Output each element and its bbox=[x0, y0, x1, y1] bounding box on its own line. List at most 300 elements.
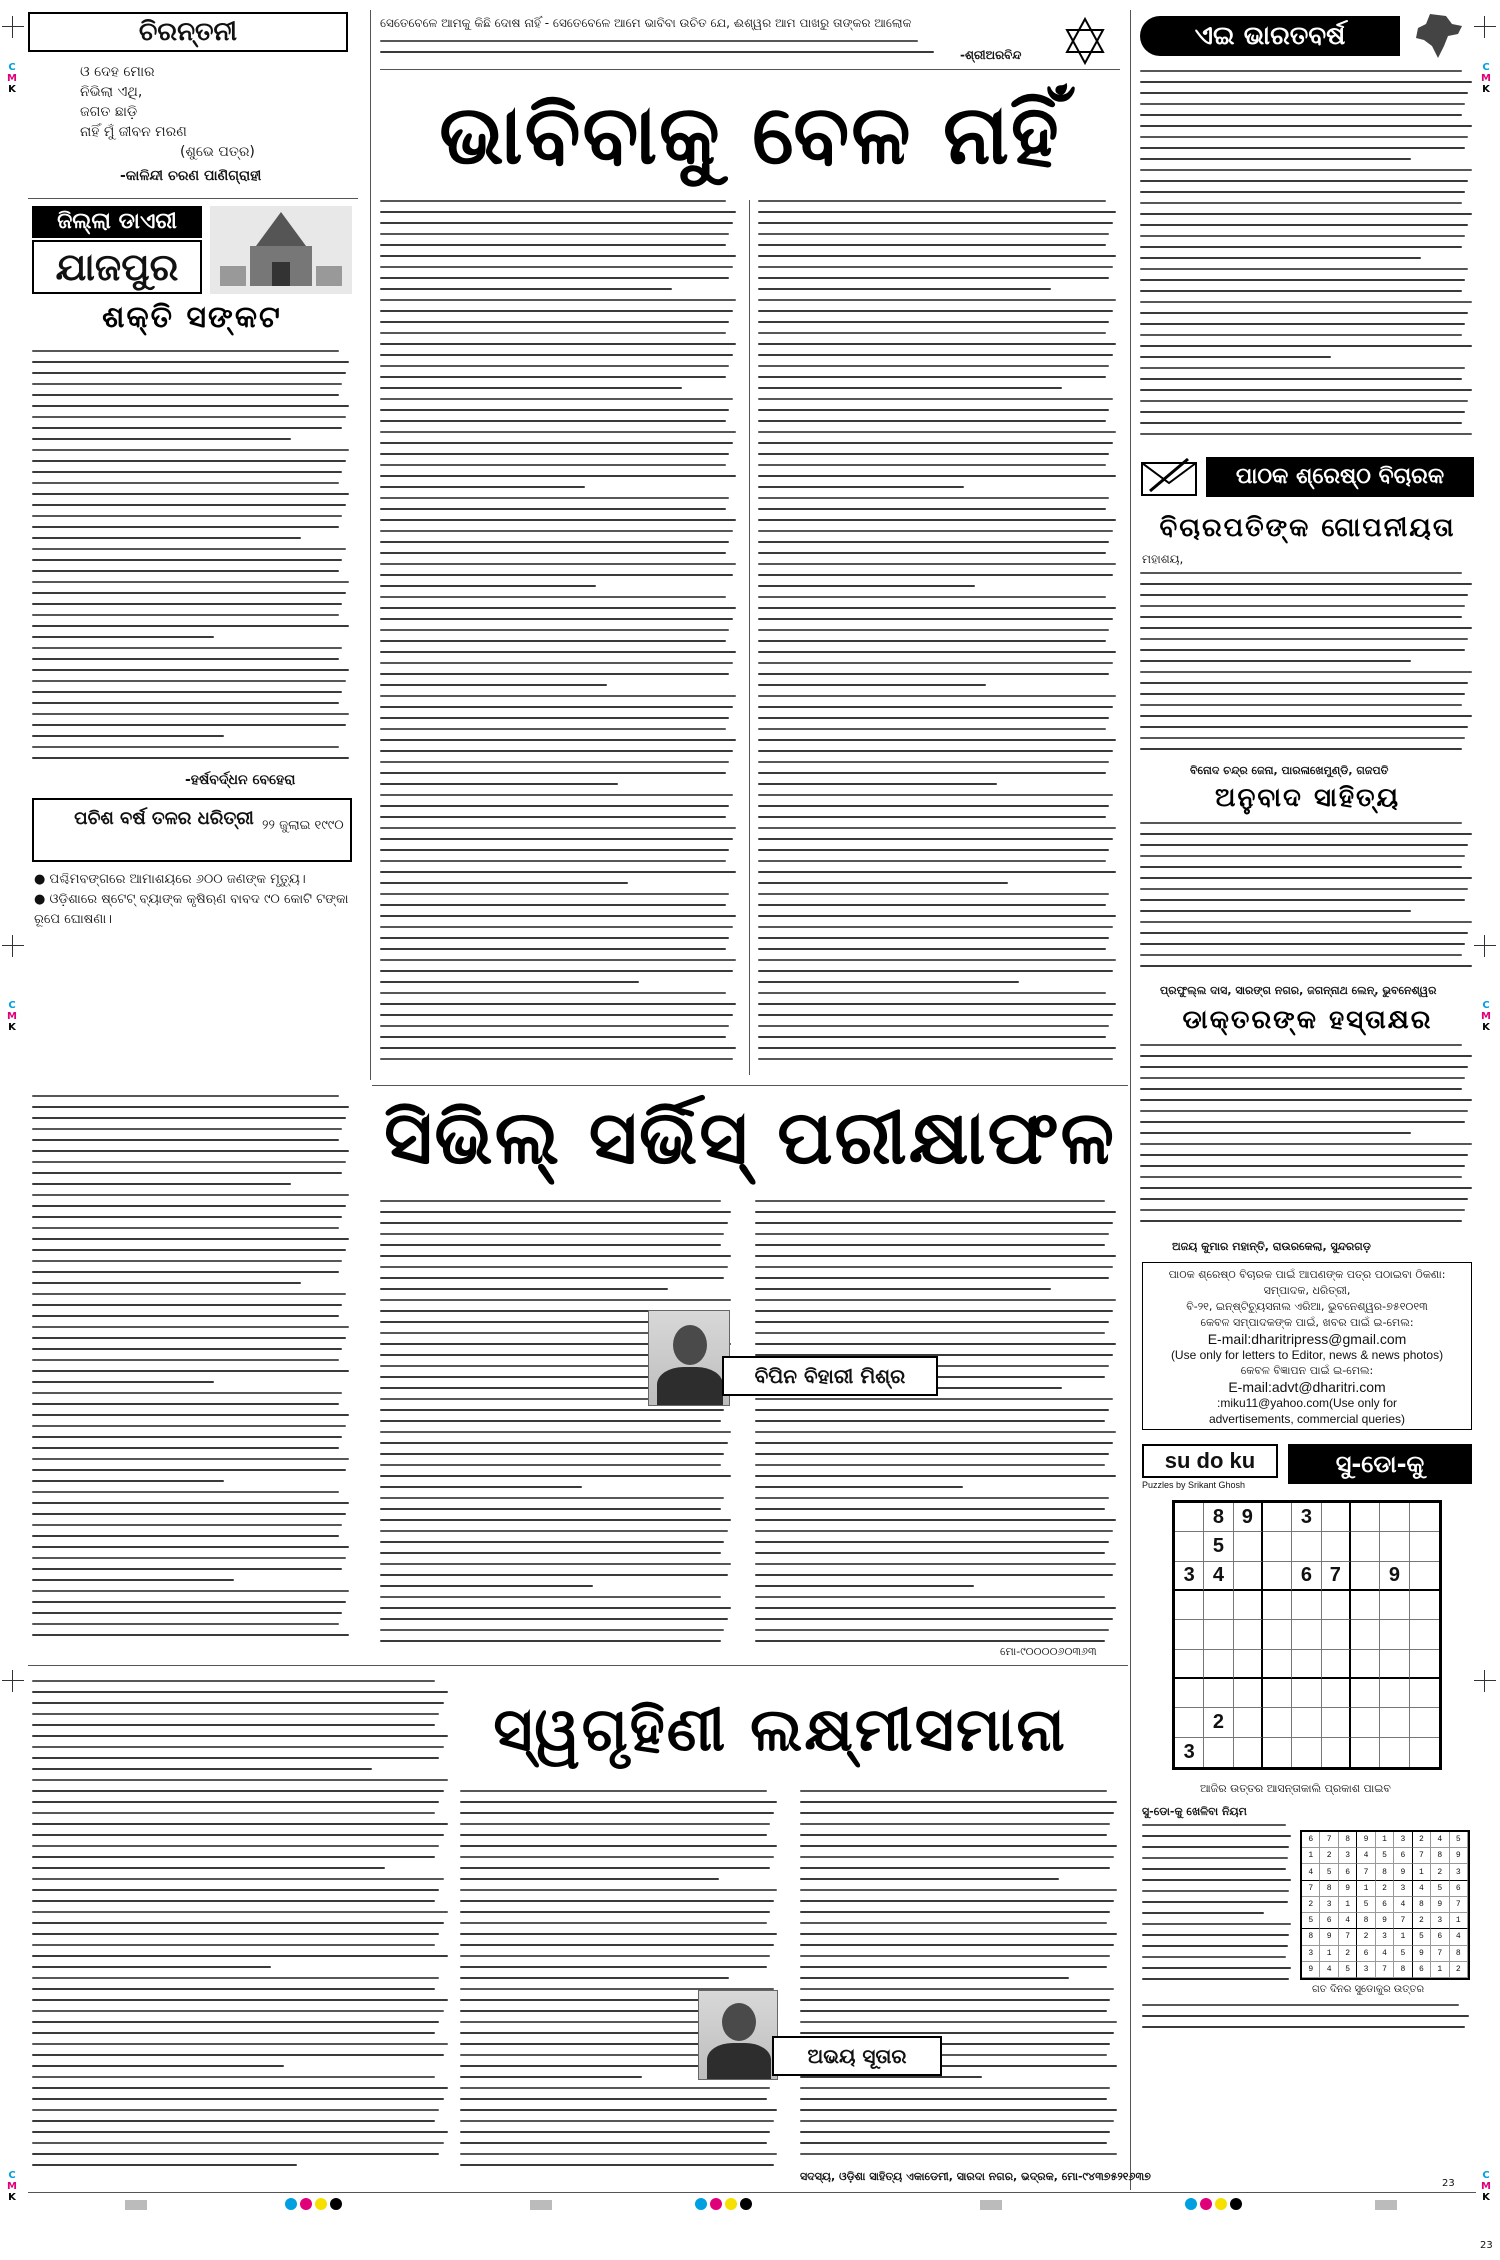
sudoku-cell[interactable] bbox=[1292, 1532, 1321, 1561]
text-line bbox=[758, 706, 1113, 708]
sudoku-cell[interactable] bbox=[1351, 1503, 1380, 1532]
text-line bbox=[32, 647, 342, 649]
text-line bbox=[758, 442, 1113, 444]
sudoku-solution-cell: 9 bbox=[1339, 1881, 1357, 1897]
text-line bbox=[380, 376, 726, 378]
sudoku-cell[interactable] bbox=[1292, 1620, 1321, 1649]
text-line bbox=[380, 1530, 728, 1532]
text-line bbox=[380, 992, 726, 994]
text-line bbox=[380, 1574, 728, 1576]
district-diary-label: ଜିଲ୍ଲା ଡାଏରୀ bbox=[32, 206, 202, 238]
sudoku-solution-cell: 7 bbox=[1302, 1881, 1320, 1897]
sudoku-cell[interactable] bbox=[1175, 1708, 1204, 1737]
text-line bbox=[800, 2010, 1107, 2012]
text-line bbox=[32, 449, 349, 451]
text-line bbox=[758, 695, 1116, 697]
text-line bbox=[1140, 704, 1462, 706]
sudoku-cell[interactable] bbox=[1234, 1562, 1263, 1591]
text-line bbox=[758, 277, 1109, 279]
sudoku-solution-cell: 7 bbox=[1450, 1897, 1468, 1913]
text-line bbox=[32, 1249, 346, 1251]
text-line bbox=[800, 2021, 1117, 2023]
text-line bbox=[380, 1453, 724, 1455]
text-line bbox=[755, 1464, 1105, 1466]
text-line bbox=[1140, 910, 1411, 912]
sudoku-cell[interactable] bbox=[1263, 1620, 1292, 1649]
text-line bbox=[800, 1966, 1107, 1968]
text-line bbox=[758, 783, 997, 785]
text-line bbox=[1140, 114, 1462, 116]
text-line bbox=[758, 992, 1106, 994]
sudoku-cell[interactable] bbox=[1351, 1591, 1380, 1620]
text-line bbox=[32, 1823, 448, 1825]
text-line bbox=[32, 1546, 349, 1548]
sudoku-cell[interactable] bbox=[1410, 1591, 1439, 1620]
text-line bbox=[32, 1139, 339, 1141]
contact-email-3[interactable]: :miku11@yahoo.com(Use only for bbox=[1216, 1396, 1398, 1410]
sudoku-cell[interactable] bbox=[1234, 1708, 1263, 1737]
text-line bbox=[1140, 158, 1411, 160]
text-line bbox=[32, 1900, 435, 1902]
sudoku-cell[interactable] bbox=[1322, 1650, 1351, 1679]
crop-mark bbox=[1474, 935, 1496, 957]
text-line bbox=[380, 739, 736, 741]
text-line bbox=[1140, 1198, 1468, 1200]
text-line bbox=[758, 1036, 1106, 1038]
sudoku-cell[interactable] bbox=[1351, 1562, 1380, 1591]
sudoku-solution-cell: 3 bbox=[1450, 1864, 1468, 1880]
sudoku-cell[interactable]: 6 bbox=[1292, 1562, 1321, 1591]
text-line bbox=[32, 1557, 346, 1559]
sudoku-cell[interactable] bbox=[1175, 1620, 1204, 1649]
sudoku-cell[interactable] bbox=[1322, 1679, 1351, 1708]
text-line bbox=[380, 882, 628, 884]
text-line bbox=[380, 1585, 593, 1587]
sudoku-cell[interactable] bbox=[1204, 1679, 1233, 1708]
text-line bbox=[32, 2131, 448, 2133]
text-line bbox=[380, 871, 736, 873]
sudoku-cell[interactable] bbox=[1322, 1620, 1351, 1649]
text-line bbox=[32, 526, 339, 528]
text-line bbox=[755, 1343, 1116, 1345]
text-line bbox=[32, 1304, 342, 1306]
sudoku-cell[interactable] bbox=[1380, 1532, 1409, 1561]
text-line bbox=[380, 706, 733, 708]
crop-mark bbox=[1474, 1670, 1496, 1692]
sudoku-cell[interactable] bbox=[1204, 1738, 1233, 1767]
text-line bbox=[1142, 1923, 1291, 1925]
sudoku-cell[interactable] bbox=[1410, 1708, 1439, 1737]
text-line bbox=[32, 1370, 349, 1372]
text-line bbox=[1140, 433, 1472, 435]
text-line bbox=[32, 1150, 349, 1152]
text-line bbox=[380, 299, 736, 301]
sudoku-cell[interactable] bbox=[1410, 1620, 1439, 1649]
text-line bbox=[1140, 888, 1468, 890]
text-line bbox=[380, 937, 729, 939]
text-line bbox=[32, 735, 224, 737]
text-line bbox=[380, 1563, 731, 1565]
sudoku-cell[interactable] bbox=[1263, 1650, 1292, 1679]
sudoku-cell[interactable]: 3 bbox=[1175, 1738, 1204, 1767]
sudoku-cell[interactable] bbox=[1380, 1650, 1409, 1679]
text-line bbox=[1142, 1945, 1288, 1947]
text-line bbox=[1140, 1121, 1465, 1123]
sudoku-cell[interactable] bbox=[1204, 1650, 1233, 1679]
sudoku-solution-cell: 4 bbox=[1302, 1864, 1320, 1880]
sudoku-cell[interactable] bbox=[1322, 1708, 1351, 1737]
sudoku-cell[interactable] bbox=[1380, 1591, 1409, 1620]
text-line bbox=[32, 2032, 435, 2034]
text-line bbox=[380, 959, 736, 961]
text-line bbox=[1140, 345, 1472, 347]
sudoku-cell[interactable] bbox=[1263, 1562, 1292, 1591]
sudoku-cell[interactable] bbox=[1351, 1532, 1380, 1561]
sudoku-cell[interactable] bbox=[1380, 1503, 1409, 1532]
sudoku-cell[interactable] bbox=[1351, 1738, 1380, 1767]
main-headline: ଭାବିବାକୁ ବେଳ ନାହିଁ bbox=[439, 88, 1061, 183]
color-swatch bbox=[285, 2198, 297, 2210]
text-line bbox=[758, 365, 1109, 367]
sudoku-cell[interactable] bbox=[1234, 1620, 1263, 1649]
text-line bbox=[32, 1691, 448, 1693]
thought-author: -ଶ୍ରୀଅରବିନ୍ଦ bbox=[960, 48, 1022, 62]
sudoku-cell[interactable] bbox=[1410, 1650, 1439, 1679]
contact-email-1[interactable]: E-mail:dharitripress@gmail.com bbox=[1207, 1331, 1407, 1347]
sudoku-solution-cell: 6 bbox=[1302, 1832, 1320, 1848]
sudoku-cell[interactable]: 7 bbox=[1322, 1562, 1351, 1591]
sudoku-cell[interactable] bbox=[1175, 1591, 1204, 1620]
sudoku-cell[interactable] bbox=[1263, 1708, 1292, 1737]
sudoku-cell[interactable] bbox=[1292, 1708, 1321, 1737]
text-line bbox=[380, 343, 736, 345]
sudoku-solution-cell: 1 bbox=[1320, 1946, 1338, 1962]
text-line bbox=[1142, 1956, 1286, 1958]
text-line bbox=[32, 1392, 342, 1394]
text-line bbox=[755, 1299, 1116, 1301]
text-line bbox=[755, 1420, 1105, 1422]
text-line bbox=[380, 1629, 724, 1631]
sudoku-solution-cell: 5 bbox=[1339, 1962, 1357, 1978]
sudoku-cell[interactable]: 4 bbox=[1204, 1562, 1233, 1591]
text-line bbox=[758, 464, 1106, 466]
sudoku-cell[interactable] bbox=[1380, 1738, 1409, 1767]
text-line bbox=[460, 1790, 767, 1792]
sudoku-cell[interactable] bbox=[1175, 1503, 1204, 1532]
text-line bbox=[1140, 422, 1462, 424]
text-line bbox=[1142, 1978, 1289, 1980]
text-line bbox=[380, 266, 733, 268]
letter2-headline: ଅନୁବାଦ ସାହିତ୍ୟ bbox=[1214, 783, 1401, 813]
sudoku-cell[interactable] bbox=[1410, 1562, 1439, 1591]
poem-line: ଜଗତ ଛାଡ଼ି bbox=[80, 104, 138, 120]
text-line bbox=[800, 1944, 1114, 1946]
text-line bbox=[1142, 1967, 1291, 1969]
text-line bbox=[380, 673, 729, 675]
sudoku-logo: su do ku bbox=[1142, 1444, 1278, 1478]
text-line bbox=[460, 1834, 767, 1836]
sudoku-solution-cell: 8 bbox=[1302, 1929, 1320, 1945]
contact-email-2[interactable]: E-mail:advt@dharitri.com bbox=[1228, 1379, 1386, 1395]
civil-phone: ମୋ-୯୦୦୦୦୬୦୩୬୩ bbox=[1000, 1645, 1097, 1658]
text-line bbox=[1142, 1868, 1286, 1870]
text-line bbox=[755, 1475, 1116, 1477]
sudoku-cell[interactable] bbox=[1263, 1503, 1292, 1532]
text-line bbox=[1140, 356, 1331, 358]
text-line bbox=[32, 603, 342, 605]
text-line bbox=[32, 1513, 346, 1515]
sudoku-cell[interactable]: 9 bbox=[1234, 1503, 1263, 1532]
text-line bbox=[380, 695, 736, 697]
text-line bbox=[380, 981, 639, 983]
sudoku-cell[interactable] bbox=[1175, 1532, 1204, 1561]
text-line bbox=[755, 1233, 1109, 1235]
sudoku-cell[interactable] bbox=[1351, 1650, 1380, 1679]
text-line bbox=[460, 1812, 774, 1814]
thought-text-cont bbox=[380, 40, 940, 66]
text-line bbox=[758, 530, 1113, 532]
text-line bbox=[32, 1348, 342, 1350]
text-line bbox=[1140, 1165, 1465, 1167]
text-line bbox=[32, 2153, 439, 2155]
text-line bbox=[32, 1194, 349, 1196]
text-line bbox=[758, 827, 1116, 829]
text-line bbox=[460, 2164, 774, 2166]
sudoku-solution-cell: 7 bbox=[1339, 1929, 1357, 1945]
sudoku-cell[interactable] bbox=[1380, 1620, 1409, 1649]
text-line bbox=[32, 1867, 385, 1869]
text-line bbox=[32, 1524, 342, 1526]
sudoku-cell[interactable] bbox=[1263, 1679, 1292, 1708]
dharitri-25-title: ପଚିଶ ବର୍ଷ ତଳର ଧରିତ୍ରୀ bbox=[74, 808, 254, 829]
sudoku-cell[interactable] bbox=[1351, 1679, 1380, 1708]
text-line bbox=[32, 1977, 439, 1979]
sudoku-cell[interactable] bbox=[1204, 1620, 1233, 1649]
sudoku-cell[interactable] bbox=[1410, 1679, 1439, 1708]
sudoku-cell[interactable] bbox=[1175, 1679, 1204, 1708]
footer-rule bbox=[28, 2192, 1476, 2193]
text-line bbox=[380, 827, 736, 829]
sudoku-solution-cell: 7 bbox=[1413, 1848, 1431, 1864]
sudoku-cell[interactable]: 9 bbox=[1380, 1562, 1409, 1591]
text-line bbox=[1142, 1890, 1289, 1892]
sudoku-cell[interactable] bbox=[1380, 1679, 1409, 1708]
text-line bbox=[755, 1519, 1116, 1521]
text-line bbox=[380, 530, 733, 532]
text-line bbox=[1142, 1879, 1291, 1881]
author-photo bbox=[648, 1310, 730, 1406]
text-line bbox=[1140, 932, 1468, 934]
district-headline: ଶକ୍ତି ସଙ୍କଟ bbox=[102, 300, 282, 335]
text-line bbox=[758, 222, 1113, 224]
sudoku-cell[interactable] bbox=[1410, 1532, 1439, 1561]
sudoku-cell[interactable] bbox=[1263, 1532, 1292, 1561]
crop-mark bbox=[2, 16, 24, 38]
text-line bbox=[460, 2142, 767, 2144]
text-line bbox=[32, 372, 346, 374]
text-line bbox=[32, 394, 339, 396]
text-line bbox=[800, 1823, 1110, 1825]
poem-line: (ଶୁଭେ ପତ୍ର) bbox=[180, 144, 255, 160]
text-line bbox=[758, 662, 1113, 664]
text-line bbox=[380, 1025, 729, 1027]
text-line bbox=[1140, 954, 1462, 956]
text-line bbox=[1140, 965, 1472, 967]
sudoku-solution-cell: 5 bbox=[1394, 1946, 1412, 1962]
sudoku-cell[interactable] bbox=[1292, 1679, 1321, 1708]
text-line bbox=[758, 849, 1109, 851]
text-line bbox=[755, 1552, 1105, 1554]
text-line bbox=[758, 486, 964, 488]
sudoku-cell[interactable]: 5 bbox=[1204, 1532, 1233, 1561]
page-number: 23 bbox=[1442, 2178, 1455, 2189]
sudoku-cell[interactable] bbox=[1175, 1650, 1204, 1679]
text-line bbox=[1140, 726, 1468, 728]
sudoku-cell[interactable] bbox=[1380, 1708, 1409, 1737]
sudoku-solution-cell: 9 bbox=[1450, 1848, 1468, 1864]
text-line bbox=[1140, 191, 1465, 193]
sudoku-cell[interactable] bbox=[1351, 1708, 1380, 1737]
dharitri-25-box bbox=[32, 798, 352, 862]
text-line bbox=[32, 1502, 349, 1504]
sudoku-title-odia: ସୁ-ଡୋ-କୁ bbox=[1288, 1444, 1472, 1484]
sudoku-cell[interactable] bbox=[1263, 1591, 1292, 1620]
text-line bbox=[1140, 660, 1411, 662]
text-line bbox=[32, 1878, 444, 1880]
text-line bbox=[380, 387, 682, 389]
text-line bbox=[1140, 389, 1472, 391]
text-line bbox=[32, 1713, 439, 1715]
text-line bbox=[755, 1431, 1116, 1433]
text-line bbox=[800, 1988, 1114, 1990]
text-line bbox=[758, 288, 1051, 290]
sudoku-cell[interactable]: 3 bbox=[1175, 1562, 1204, 1591]
sudoku-cell[interactable] bbox=[1351, 1620, 1380, 1649]
cmk-mark-top-left: C M K bbox=[7, 62, 17, 95]
text-line bbox=[758, 244, 1106, 246]
text-line bbox=[460, 2098, 767, 2100]
text-line bbox=[32, 1491, 339, 1493]
text-line bbox=[32, 504, 346, 506]
text-line bbox=[32, 1480, 224, 1482]
sudoku-solution-cell: 1 bbox=[1357, 1881, 1375, 1897]
text-line bbox=[460, 1867, 770, 1869]
sudoku-cell[interactable]: 3 bbox=[1292, 1503, 1321, 1532]
text-line bbox=[32, 1746, 444, 1748]
sudoku-cell[interactable] bbox=[1204, 1591, 1233, 1620]
sudoku-solution-cell: 1 bbox=[1376, 1832, 1394, 1848]
text-line bbox=[1140, 1077, 1465, 1079]
text-line bbox=[32, 570, 339, 572]
sudoku-solution-cell: 1 bbox=[1339, 1897, 1357, 1913]
sudoku-solution-cell: 3 bbox=[1376, 1929, 1394, 1945]
text-line bbox=[32, 1601, 346, 1603]
sudoku-cell[interactable] bbox=[1292, 1650, 1321, 1679]
poem-block bbox=[80, 62, 330, 162]
color-swatch bbox=[695, 2198, 707, 2210]
text-line bbox=[800, 2076, 982, 2078]
sudoku-cell[interactable] bbox=[1234, 1738, 1263, 1767]
sudoku-solution-cell: 4 bbox=[1394, 1897, 1412, 1913]
sudoku-cell[interactable] bbox=[1322, 1532, 1351, 1561]
sudoku-cell[interactable] bbox=[1410, 1738, 1439, 1767]
sudoku-solution-cell: 6 bbox=[1320, 1913, 1338, 1929]
sudoku-cell[interactable] bbox=[1322, 1591, 1351, 1620]
sudoku-cell[interactable] bbox=[1263, 1738, 1292, 1767]
text-line bbox=[1140, 748, 1462, 750]
text-line bbox=[380, 233, 729, 235]
sudoku-cell[interactable] bbox=[1292, 1591, 1321, 1620]
text-line bbox=[1140, 605, 1465, 607]
text-line bbox=[380, 1618, 728, 1620]
text-line bbox=[32, 1414, 349, 1416]
text-line bbox=[755, 1266, 1113, 1268]
text-line bbox=[758, 948, 1106, 950]
text-line bbox=[32, 416, 346, 418]
text-line bbox=[380, 1058, 733, 1060]
sudoku-cell[interactable] bbox=[1292, 1738, 1321, 1767]
sudoku-cell[interactable] bbox=[1234, 1679, 1263, 1708]
sudoku-solution-cell: 1 bbox=[1302, 1848, 1320, 1864]
text-line bbox=[800, 1856, 1114, 1858]
text-line bbox=[32, 1337, 346, 1339]
text-line bbox=[380, 1288, 668, 1290]
text-line bbox=[380, 277, 729, 279]
sudoku-cell[interactable] bbox=[1234, 1591, 1263, 1620]
text-line bbox=[32, 1944, 435, 1946]
text-line bbox=[1140, 833, 1472, 835]
text-line bbox=[800, 2142, 1107, 2144]
color-swatch bbox=[710, 2198, 722, 2210]
text-line bbox=[380, 211, 736, 213]
text-line bbox=[32, 625, 349, 627]
sudoku-solution-cell: 5 bbox=[1357, 1897, 1375, 1913]
text-line bbox=[758, 310, 1113, 312]
district-name: ଯାଜପୁର bbox=[32, 240, 202, 294]
sudoku-solution-cell: 2 bbox=[1413, 1832, 1431, 1848]
text-line bbox=[380, 1420, 721, 1422]
sudoku-cell[interactable] bbox=[1322, 1738, 1351, 1767]
sudoku-cell[interactable]: 2 bbox=[1204, 1708, 1233, 1737]
sudoku-cell[interactable] bbox=[1322, 1503, 1351, 1532]
sudoku-hint: ଗତ ଦିନର ସୁଡୋକୁର ଉତ୍ତର bbox=[1312, 1984, 1425, 1995]
sudoku-solution-cell: 3 bbox=[1431, 1913, 1449, 1929]
sudoku-cell[interactable] bbox=[1234, 1650, 1263, 1679]
text-line bbox=[32, 2142, 444, 2144]
sudoku-cell[interactable] bbox=[1234, 1532, 1263, 1561]
text-line bbox=[32, 1128, 342, 1130]
text-line bbox=[800, 2087, 1110, 2089]
text-line bbox=[755, 1629, 1109, 1631]
sudoku-solution-cell: 1 bbox=[1394, 1929, 1412, 1945]
sudoku-cell[interactable]: 8 bbox=[1204, 1503, 1233, 1532]
text-line bbox=[380, 596, 726, 598]
text-line bbox=[1140, 202, 1462, 204]
sudoku-howto bbox=[1142, 1804, 1292, 1820]
sudoku-cell[interactable] bbox=[1410, 1503, 1439, 1532]
text-line bbox=[32, 350, 339, 352]
text-line bbox=[380, 893, 729, 895]
housewife-col-1 bbox=[460, 1790, 780, 2180]
text-line bbox=[32, 1172, 342, 1174]
text-line bbox=[32, 1326, 349, 1328]
sudoku-solution-cell: 8 bbox=[1376, 1864, 1394, 1880]
text-line bbox=[758, 343, 1116, 345]
text-line bbox=[758, 266, 1113, 268]
text-line bbox=[758, 717, 1109, 719]
text-line bbox=[32, 1812, 435, 1814]
civil-col-1 bbox=[380, 1200, 735, 1660]
